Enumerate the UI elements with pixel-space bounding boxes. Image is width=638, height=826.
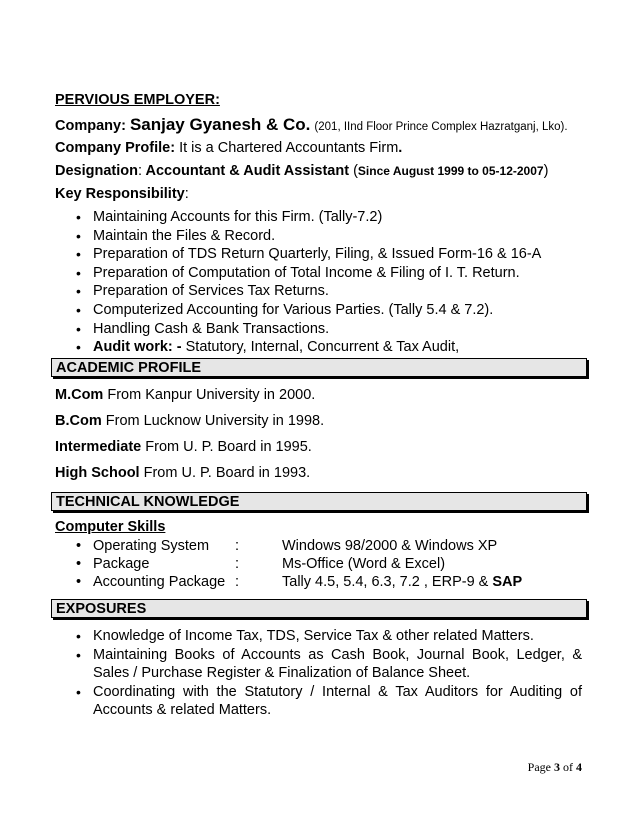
company-line [55,115,590,137]
previous-employer-heading: PERVIOUS EMPLOYER: [55,92,220,108]
list-item: • Maintain the Files & Record. [55,227,590,246]
company-profile-line [55,139,590,158]
previous-employer-section [55,91,590,110]
designation-colon: : [137,163,143,179]
exposures-list [55,627,582,720]
list-item: • Preparation of Computation of Total Income & Filing of I. T. Return. [55,264,590,283]
academic-list [55,386,590,483]
academic-item: High School From U. P. Board in 1993. [55,465,311,481]
bullet-icon: • [76,538,82,554]
company-profile-text: It is a Chartered Accountants Firm [175,140,399,156]
responsibility-list [55,208,590,357]
audit-work-text: Statutory, Internal, Concurrent & Tax Audit, [181,339,460,356]
company-profile-end: . [398,140,403,156]
page-number: Page 3 of 4 [527,760,582,774]
designation-since-close: ) [543,163,549,179]
designation-text: Accountant & Audit Assistant [142,163,350,179]
designation-since: Since August 1999 to 05-12-2007 [357,164,544,178]
academic-item: Intermediate From U. P. Board in 1995. [55,439,312,455]
skill-row: • Operating System : Windows 98/2000 & Windows XP [76,538,498,554]
list-item: • Knowledge of Income Tax, TDS, Service Tax & other related Matters. [55,627,582,646]
bullet-icon: • [76,574,82,590]
technical-knowledge-heading: TECHNICAL KNOWLEDGE [51,492,587,511]
bullet-icon: • [76,556,82,572]
company-address: (201, IInd Floor Prince Complex Hazratganj, Lko). [314,121,568,133]
designation-since-open: ( [349,163,358,179]
list-item: • Coordinating with the Statutory / Internal & Tax Auditors for Auditing of Accounts & related Matters. [55,683,582,720]
company-label: Company: [55,118,126,134]
audit-work-label: Audit work: - [93,339,182,356]
list-item-audit-work [55,338,590,357]
list-item: • Maintaining Accounts for this Firm. (Tally-7.2) [55,208,590,227]
skill-row: • Package : Ms-Office (Word & Excel) [76,556,446,572]
academic-item: B.Com From Lucknow University in 1998. [55,413,325,429]
list-item: • Preparation of TDS Return Quarterly, Filing, & Issued Form-16 & 16-A [55,245,590,264]
academic-profile-heading: ACADEMIC PROFILE [51,358,587,377]
list-item: • Maintaining Books of Accounts as Cash Book, Journal Book, Ledger, & Sales / Purchase Register & Finalization of Balance Sheet. [55,646,582,683]
computer-skills-heading: Computer Skills [55,519,166,535]
skill-row: • Accounting Package : Tally 4.5, 5.4, 6.3, 7.2 , ERP-9 & SAP [76,574,523,590]
list-item: • Computerized Accounting for Various Parties. (Tally 5.4 & 7.2). [55,301,590,320]
academic-item: M.Com From Kanpur University in 2000. [55,387,316,403]
exposures-heading: EXPOSURES [51,599,587,618]
computer-skills-heading-wrap [55,518,590,537]
key-responsibility-colon: : [184,186,189,202]
company-profile-label: Company Profile: [55,140,176,156]
key-responsibility-line [55,185,590,204]
list-item: • Handling Cash & Bank Transactions. [55,320,590,339]
computer-skills-list [55,537,590,591]
designation-label: Designation [55,163,138,179]
designation-line [55,162,590,181]
company-name: Sanjay Gyanesh & Co. [129,115,311,134]
key-responsibility-label: Key Responsibility [55,186,185,202]
list-item: • Preparation of Services Tax Returns. [55,282,590,301]
